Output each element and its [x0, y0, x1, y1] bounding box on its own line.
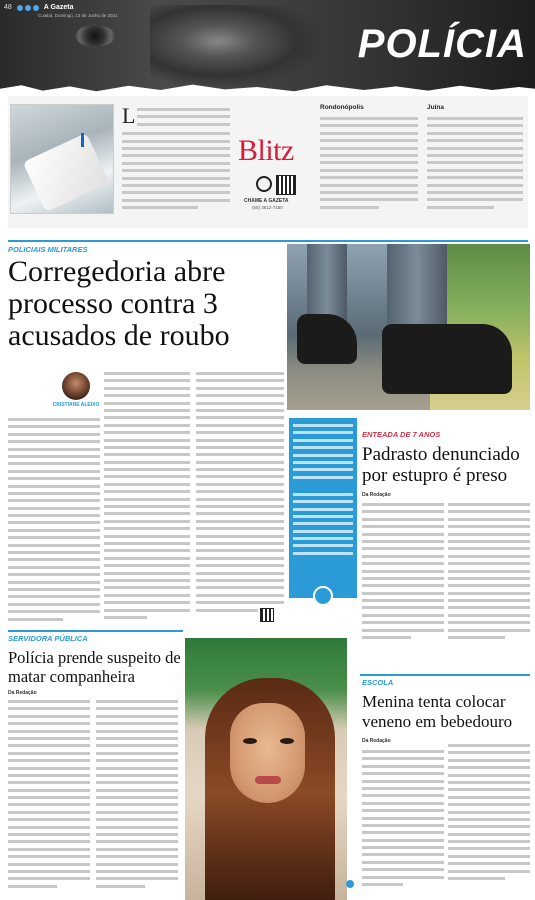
victim-photo [185, 638, 347, 900]
quote-icon [313, 586, 333, 606]
bottom-left-byline: Da Redação [8, 690, 37, 696]
blitz-logo: Blitz [238, 134, 294, 167]
pull-quote-box [289, 418, 357, 598]
bottom-right-text-col-1 [362, 750, 444, 890]
bottom-left-divider [8, 630, 183, 632]
boots-photo [287, 244, 530, 410]
header-date: Cuiabá, Domingo, 13 de Junho de 2021 [38, 13, 118, 18]
qr-code-icon [276, 175, 296, 195]
lead-text-col-2 [104, 372, 190, 623]
right-headline: Padrasto denunciado por estupro é preso [362, 444, 520, 486]
drop-cap: L [122, 103, 136, 128]
bottom-left-headline: Polícia prende suspeito de matar companheira [8, 648, 181, 686]
story-qr-icon [260, 608, 274, 622]
right-text-col-1 [362, 503, 444, 643]
bottom-right-kicker: ESCOLA [362, 678, 394, 687]
lead-headline: Corregedoria abre processo contra 3 acusados de roubo [8, 255, 230, 352]
right-text-col-2 [448, 503, 530, 643]
bottom-left-text-col-2 [96, 700, 178, 892]
newspaper-name: A Gazeta [43, 4, 74, 11]
lead-kicker: POLICIAIS MILITARES [8, 245, 88, 254]
right-byline: Da Redação [362, 492, 391, 498]
page-header [0, 0, 535, 92]
bottom-right-headline: Menina tenta colocar veneno em bebedouro [362, 692, 513, 731]
header-photo [150, 5, 320, 85]
header-photo-eye [75, 25, 115, 47]
lead-text-col-1 [8, 418, 100, 625]
section-title: POLÍCIA [357, 22, 527, 66]
author-name: CRISTIANE ALEIXO [52, 402, 100, 408]
blitz-col-2 [320, 104, 418, 213]
whatsapp-icon [256, 176, 272, 192]
header-top [4, 4, 74, 11]
end-mark-icon [346, 880, 354, 888]
whatsapp-number: (65) 3612-7150 [252, 205, 283, 210]
blitz-col-1 [122, 103, 230, 213]
blitz-photo [10, 104, 114, 214]
blitz-col-2-title: Rondonópolis [320, 104, 364, 111]
right-kicker: ENTEADA DE 7 ANOS [362, 430, 441, 439]
bottom-right-text-col-2 [448, 744, 530, 884]
brand-dots-icon [17, 5, 39, 11]
lead-divider [8, 240, 528, 242]
lead-text-col-3 [196, 372, 284, 616]
bottom-left-text-col-1 [8, 700, 90, 892]
whatsapp-label: CHAME A GAZETA [244, 198, 289, 204]
bottom-left-kicker: SERVIDORA PÚBLICA [8, 634, 88, 643]
page-number: 48 [4, 4, 12, 11]
author-avatar [62, 372, 90, 400]
blitz-col-3-title: Juína [427, 104, 444, 111]
bottom-right-byline: Da Redação [362, 738, 391, 744]
bottom-right-divider [360, 674, 530, 676]
blitz-col-3 [427, 104, 523, 213]
